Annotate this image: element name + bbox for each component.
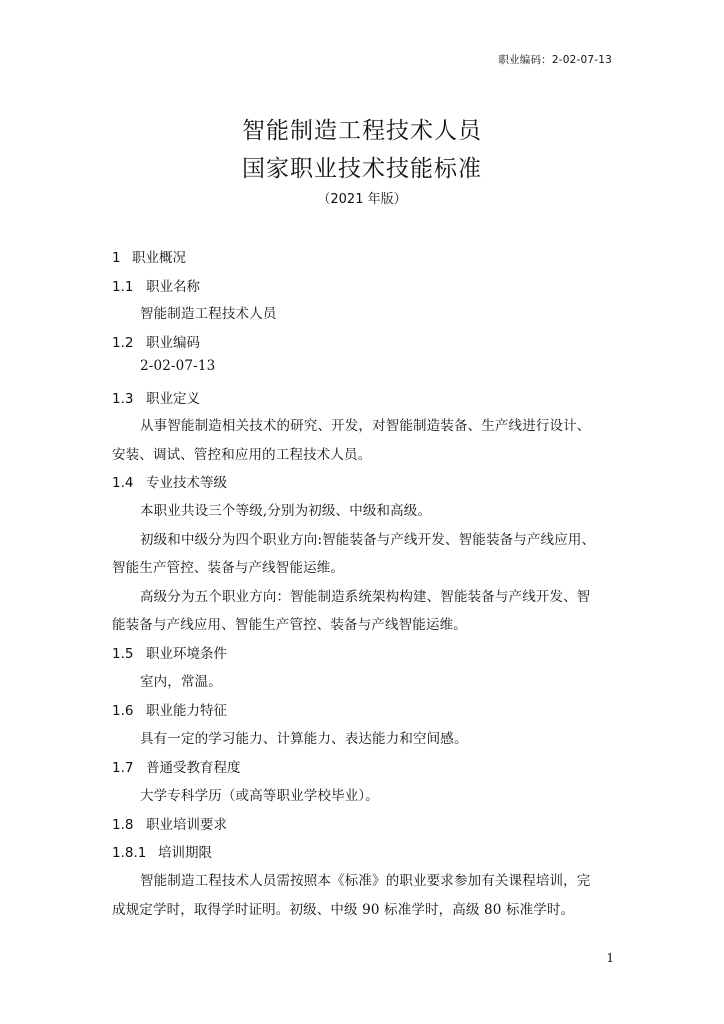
section-title: 培训期限 <box>158 845 212 861</box>
section-heading-1-1 <box>112 275 200 295</box>
section-title: 职业培训要求 <box>146 817 227 833</box>
paragraph: 大学专科学历（或高等职业学校毕业）。 <box>140 788 379 804</box>
section-title: 职业环境条件 <box>146 646 227 662</box>
paragraph: 本职业共设三个等级,分别为初级、中级和高级。 <box>140 503 432 519</box>
paragraph-line: 初级和中级分为四个职业方向:智能装备与产线开发、智能装备与产线应用、 <box>140 532 596 548</box>
page-number: 1 <box>606 951 614 965</box>
section-heading-1-3 <box>112 387 200 407</box>
document-title-line2: 国家职业技术技能标准 <box>242 156 482 182</box>
section-heading-1-8-1 <box>112 841 212 861</box>
paragraph: 具有一定的学习能力、计算能力、表达能力和空间感。 <box>140 731 468 747</box>
section-title: 职业名称 <box>146 279 200 295</box>
paragraph-line: 成规定学时，取得学时证明。初级、中级 90 标准学时，高级 80 标准学时。 <box>112 902 575 918</box>
section-number: 1.1 <box>112 279 134 295</box>
section-number: 1.7 <box>112 760 134 776</box>
section-heading-1-4 <box>112 471 227 491</box>
section-heading-1-7 <box>112 756 241 776</box>
section-number: 1.3 <box>112 391 134 407</box>
paragraph-line: 能装备与产线应用、智能生产管控、装备与产线智能运维。 <box>112 617 467 633</box>
occupation-code-label: 职业编码：2-02-07-13 <box>498 54 612 66</box>
paragraph-line: 智能制造工程技术人员需按照本《标准》的职业要求参加有关课程培训，完 <box>140 873 591 889</box>
paragraph: 2-02-07-13 <box>140 358 216 374</box>
section-title: 专业技术等级 <box>146 475 227 491</box>
paragraph-line: 安装、调试、管控和应用的工程技术人员。 <box>112 447 372 463</box>
section-title: 职业能力特征 <box>146 703 227 719</box>
section-number: 1.4 <box>112 475 134 491</box>
edition-label: （2021 年版） <box>317 192 407 207</box>
section-number: 1.6 <box>112 703 134 719</box>
paragraph-line: 智能生产管控、装备与产线智能运维。 <box>112 560 345 576</box>
section-number: 1.5 <box>112 646 134 662</box>
section-heading-1-6 <box>112 699 227 719</box>
section-title: 普通受教育程度 <box>146 760 241 776</box>
section-heading-1-8 <box>112 813 227 833</box>
paragraph: 智能制造工程技术人员 <box>140 306 277 322</box>
section-number: 1.8.1 <box>112 845 147 861</box>
paragraph-line: 高级分为五个职业方向：智能制造系统架构构建、智能装备与产线开发、智 <box>140 589 591 605</box>
section-title: 职业概况 <box>132 250 186 266</box>
section-title: 职业定义 <box>146 391 200 407</box>
paragraph-line: 从事智能制造相关技术的研究、开发，对智能制造装备、生产线进行设计、 <box>140 418 591 434</box>
section-heading-1 <box>112 246 186 266</box>
paragraph: 室内，常温。 <box>140 674 222 690</box>
document-title-line1: 智能制造工程技术人员 <box>242 118 482 144</box>
section-title: 职业编码 <box>146 335 200 351</box>
section-number: 1 <box>112 250 121 266</box>
section-number: 1.8 <box>112 817 134 833</box>
section-heading-1-5 <box>112 642 227 662</box>
section-heading-1-2 <box>112 331 200 351</box>
section-number: 1.2 <box>112 335 134 351</box>
